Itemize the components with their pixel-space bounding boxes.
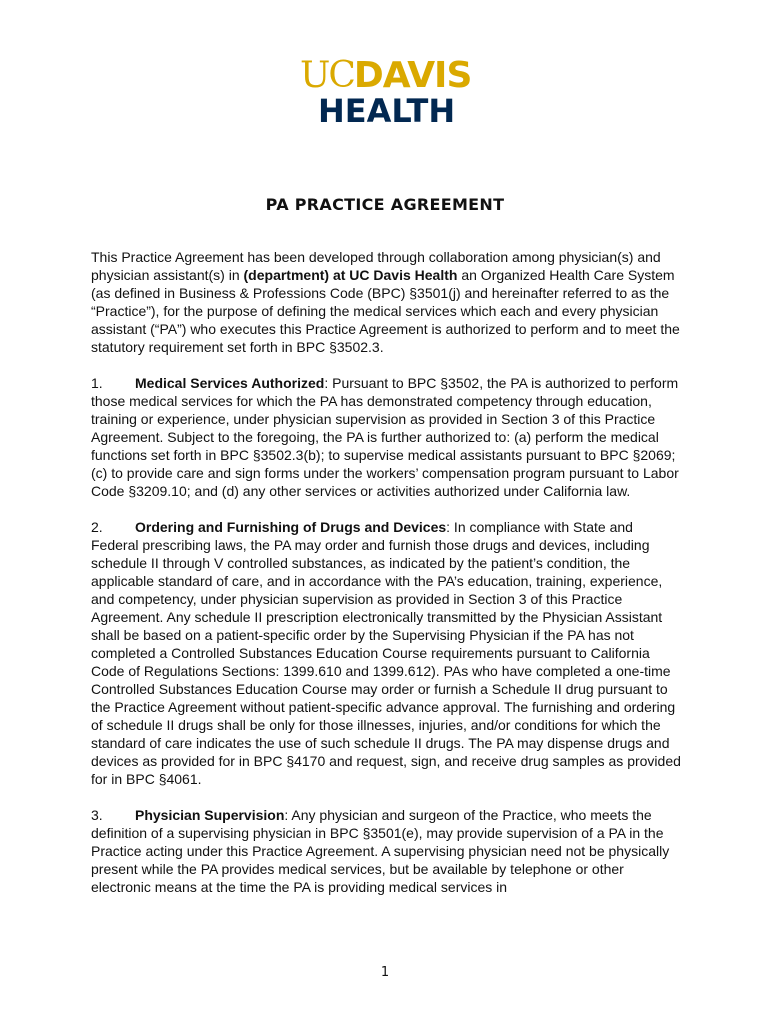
logo-health: HEALTH xyxy=(318,92,456,130)
logo-uc: UC xyxy=(300,55,354,96)
section-2-heading: Ordering and Furnishing of Drugs and Devices xyxy=(135,519,447,535)
section-2-number: 2. xyxy=(91,519,103,535)
page-number: 1 xyxy=(380,965,390,980)
intro-text-2: an Organized Health Care System (as defined in Business & Professions Code (BPC) §3501(j) and hereinafter referred to as the “Practice”), for the purpose of defining the medical services which each and every physician assistant (“PA”) who executes this Practice Agreement is authorized to perform and to meet the statutory requirement set forth in BPC §3502.3. xyxy=(91,267,680,355)
section-3 xyxy=(91,806,681,896)
section-1-text: : Pursuant to BPC §3502, the PA is authorized to perform those medical services for which the PA has demonstrated competency through education, training or experience, under physician supervision as provided in Section 3 of this Practice Agreement. Subject to the foregoing, the PA is further authorized to: (a) perform the medical functions set forth in BPC §3502.3(b); to supervise medical assistants pursuant to BPC §2069; (c) to provide care and sign forms under the workers’ compensation program pursuant to Labor Code §3209.10; and (d) any other services or activities authorized under California law. xyxy=(91,375,679,499)
intro-paragraph xyxy=(91,248,681,356)
intro-text-1: This Practice Agreement has been developed through collaboration among physician(s) and physician assistant(s) in xyxy=(91,249,661,283)
uc-davis-health-logo xyxy=(300,55,475,130)
section-3-text: : Any physician and surgeon of the Practice, who meets the definition of a supervising physician in BPC §3501(e), may provide supervision of a PA in the Practice acting under this Practice Agreement. A supervising physician need not be physically present while the PA provides medical services, but be available by telephone or other electronic means at the time the PA is providing medical services in xyxy=(91,807,670,895)
intro-department: (department) at UC Davis Health xyxy=(243,267,458,283)
logo-davis: DAVIS xyxy=(353,55,472,96)
document-title: PA PRACTICE AGREEMENT xyxy=(265,195,505,214)
section-2-text: : In compliance with State and Federal prescribing laws, the PA may order and furnish those drugs and devices, including schedule II through V controlled substances, as indicated by the patient’s condition, the applicable standard of care, and in accordance with the PA’s education, training, experience, and competency, under physician supervision as provided in Section 3 of this Practice Agreement. Any schedule II prescription electronically transmitted by the Physician Assistant shall be based on a patient-specific order by the Supervising Physician if the PA has not completed a Controlled Substances Education Course requirements pursuant to California Code of Regulations Sections: 1399.610 and 1399.612). PAs who have completed a one-time Controlled Substances Education Course may order or furnish a Schedule II drug pursuant to the Practice Agreement without patient-specific advance approval. The furnishing and ordering of schedule II drugs shall be only for those illnesses, injuries, and/or conditions for which the standard of care indicates the use of such schedule II drugs. The PA may dispense drugs and devices as provided for in BPC §4170 and request, sign, and receive drug samples as provided for in BPC §4061. xyxy=(91,519,681,787)
section-3-number: 3. xyxy=(91,807,103,823)
section-3-heading: Physician Supervision xyxy=(135,807,285,823)
logo-top-line xyxy=(300,55,475,96)
section-1-heading: Medical Services Authorized xyxy=(135,375,325,391)
document-body xyxy=(91,248,681,914)
section-2 xyxy=(91,518,681,788)
section-1-number: 1. xyxy=(91,375,103,391)
section-1 xyxy=(91,374,681,500)
